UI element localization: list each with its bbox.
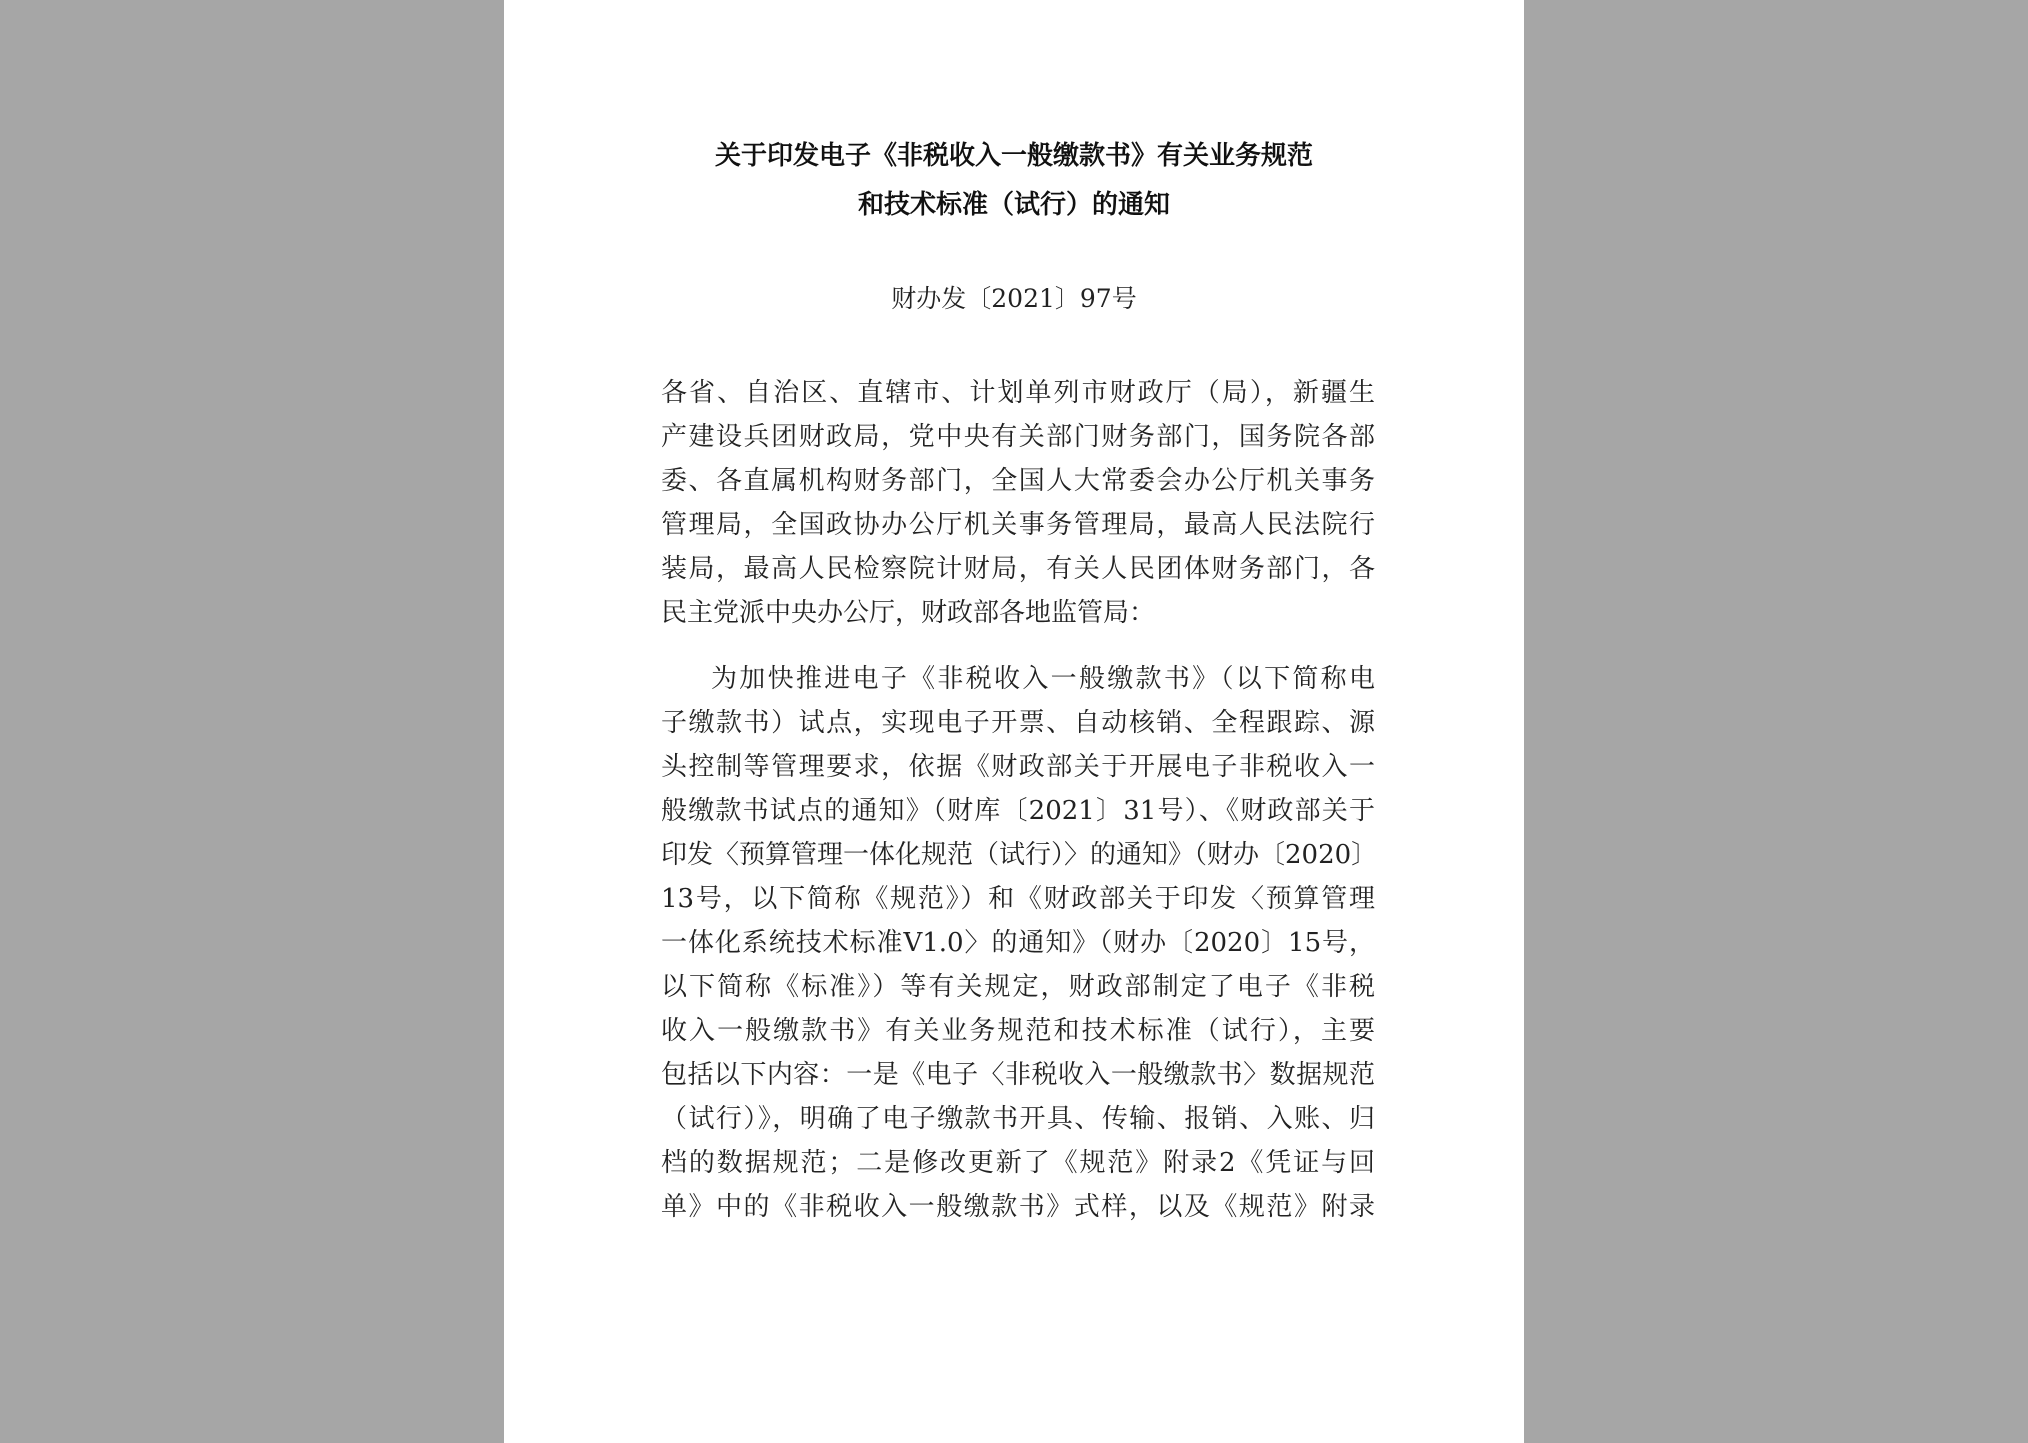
body-line: 一体化系统技术标准V1.0〉的通知》（财办〔2020〕15号， — [661, 928, 1375, 958]
body-line: 头控制等管理要求，依据《财政部关于开展电子非税收入一 — [661, 752, 1375, 782]
body-line: 印发〈预算管理一体化规范（试行）〉的通知》（财办〔2020〕 — [661, 840, 1378, 870]
body-line: 子缴款书）试点，实现电子开票、自动核销、全程跟踪、源 — [661, 708, 1375, 738]
body-line: 为加快推进电子《非税收入一般缴款书》（以下简称电 — [711, 664, 1375, 694]
addressee-line: 各省、自治区、直辖市、计划单列市财政厅（局），新疆生 — [661, 378, 1375, 408]
document-title-line-1: 关于印发电子《非税收入一般缴款书》有关业务规范 — [714, 141, 1313, 171]
body-line: 单》中的《非税收入一般缴款书》式样，以及《规范》附录 — [661, 1192, 1375, 1222]
addressee-line: 民主党派中央办公厅，财政部各地监管局： — [661, 598, 1156, 628]
addressee-line: 装局，最高人民检察院计财局，有关人民团体财务部门，各 — [661, 554, 1375, 584]
body-line: （试行）》，明确了电子缴款书开具、传输、报销、入账、归 — [661, 1104, 1375, 1134]
body-line: 包括以下内容：一是《电子〈非税收入一般缴款书〉数据规范 — [661, 1060, 1375, 1090]
document-title-line-2: 和技术标准（试行）的通知 — [857, 190, 1170, 220]
document-page — [504, 0, 1524, 1443]
body-line: 般缴款书试点的通知》（财库〔2021〕31号）、《财政部关于 — [661, 796, 1375, 826]
body-line: 收入一般缴款书》有关业务规范和技术标准（试行），主要 — [661, 1016, 1375, 1046]
document-number: 财办发〔2021〕97号 — [891, 284, 1137, 313]
body-line: 档的数据规范；二是修改更新了《规范》附录2《凭证与回 — [661, 1148, 1375, 1178]
body-line: 13号，以下简称《规范》）和《财政部关于印发〈预算管理 — [661, 884, 1375, 914]
body-line: 以下简称《标准》）等有关规定，财政部制定了电子《非税 — [661, 972, 1375, 1002]
addressee-line: 委、各直属机构财务部门，全国人大常委会办公厅机关事务 — [661, 466, 1375, 496]
addressee-line: 产建设兵团财政局，党中央有关部门财务部门，国务院各部 — [661, 422, 1375, 452]
addressee-line: 管理局，全国政协办公厅机关事务管理局，最高人民法院行 — [661, 510, 1375, 540]
